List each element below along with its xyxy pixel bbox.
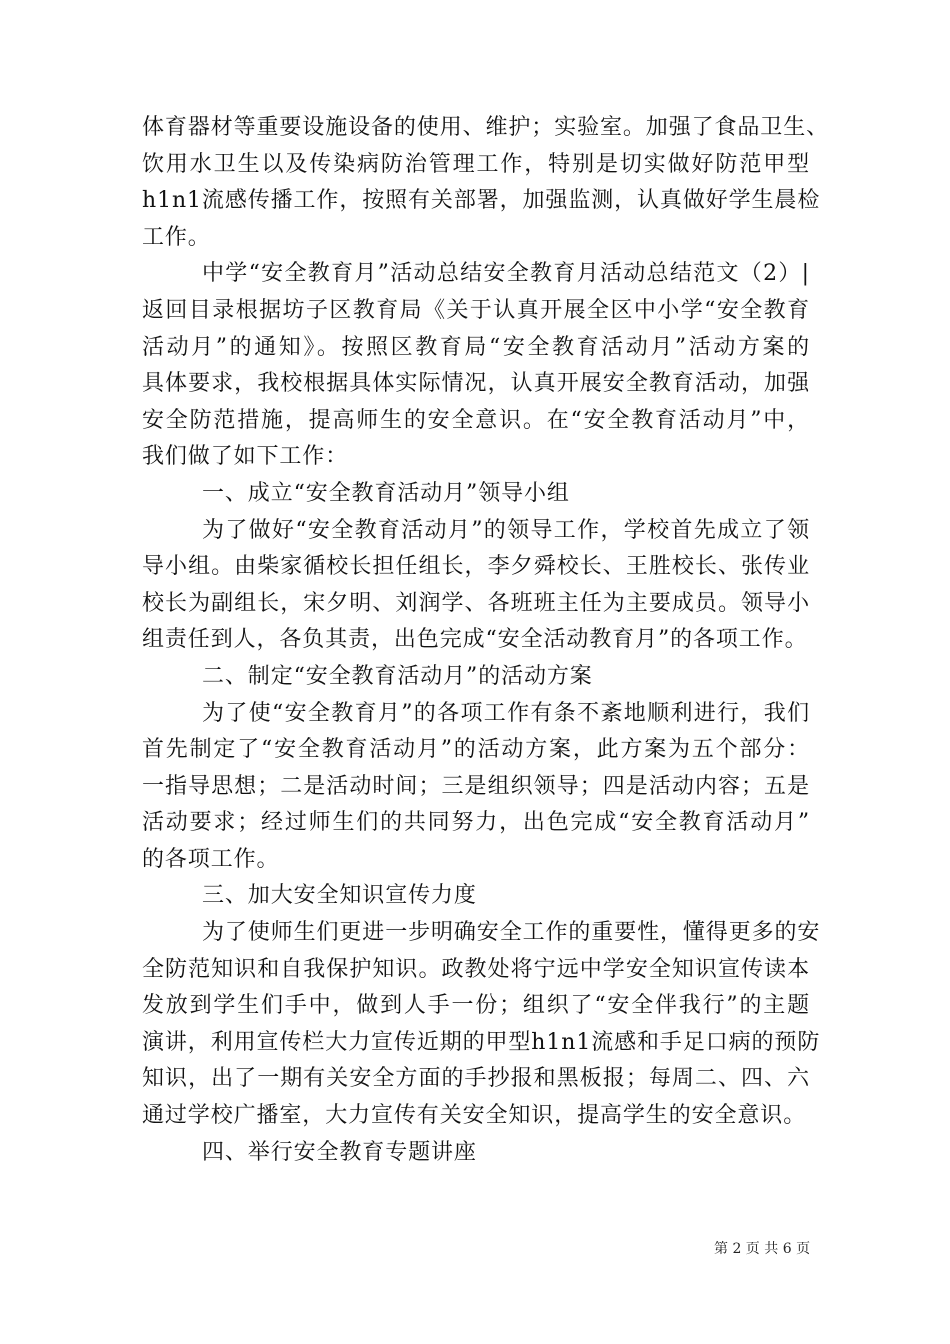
text-line: 为了做好“安全教育活动月”的领导工作，学校首先成立了领 — [202, 517, 810, 543]
text-line: 饮用水卫生以及传染病防治管理工作，特别是切实做好防范甲型 — [142, 151, 810, 177]
text-line: 活动月”的通知》。按照区教育局“安全教育活动月”活动方案的 — [142, 334, 810, 360]
text-line: 发放到学生们手中，做到人手一份；组织了“安全伴我行”的主题 — [142, 993, 810, 1019]
text-line: 二、制定“安全教育活动月”的活动方案 — [202, 663, 593, 689]
text-line: 一指导思想；二是活动时间；三是组织领导；四是活动内容；五是 — [142, 773, 810, 799]
text-line: 三、加大安全知识宣传力度 — [202, 883, 477, 909]
text-line: 为了使师生们更进一步明确安全工作的重要性，懂得更多的安 — [202, 920, 821, 946]
text-line: 具体要求，我校根据具体实际情况，认真开展安全教育活动，加强 — [142, 371, 810, 397]
page-number-footer: 第 2 页 共 6 页 — [714, 1241, 811, 1257]
text-line: 为了使“安全教育月”的各项工作有条不紊地顺利进行，我们 — [202, 700, 810, 726]
text-line: 活动要求；经过师生们的共同努力，出色完成“安全教育活动月” — [142, 810, 810, 836]
text-line: 四、举行安全教育专题讲座 — [202, 1139, 477, 1165]
text-line: 组责任到人，各负其责，出色完成“安全活动教育月”的各项工作。 — [142, 627, 808, 653]
text-line: 工作。 — [142, 224, 211, 250]
document-body — [142, 110, 830, 1171]
text-line: 知识，出了一期有关安全方面的手抄报和黑板报；每周二、四、六 — [142, 1066, 810, 1092]
text-line: 安全防范措施，提高师生的安全意识。在“安全教育活动月”中， — [142, 407, 810, 433]
text-line: h1n1流感传播工作，按照有关部署，加强监测，认真做好学生晨检 — [142, 188, 821, 214]
text-line: 校长为副组长，宋夕明、刘润学、各班班主任为主要成员。领导小 — [142, 590, 810, 616]
text-line: 全防范知识和自我保护知识。政教处将宁远中学安全知识宣传读本 — [142, 956, 810, 982]
text-line: 体育器材等重要设施设备的使用、维护；实验室。加强了食品卫生、 — [142, 115, 830, 140]
text-line: 通过学校广播室，大力宣传有关安全知识，提高学生的安全意识。 — [142, 1103, 807, 1129]
text-line: 导小组。由柴家循校长担任组长，李夕舜校长、王胜校长、张传业 — [142, 554, 810, 580]
text-line: 的各项工作。 — [142, 846, 280, 872]
text-line: 首先制定了“安全教育活动月”的活动方案，此方案为五个部分： — [142, 737, 810, 763]
text-line: 我们做了如下工作： — [142, 444, 349, 470]
text-line: 演讲，利用宣传栏大力宣传近期的甲型h1n1流感和手足口病的预防 — [142, 1029, 821, 1055]
text-line: 一、成立“安全教育活动月”领导小组 — [202, 480, 570, 506]
text-line: 中学“安全教育月”活动总结安全教育月活动总结范文（2）| — [202, 261, 810, 287]
text-line: 返回目录根据坊子区教育局《关于认真开展全区中小学“安全教育 — [142, 297, 810, 323]
